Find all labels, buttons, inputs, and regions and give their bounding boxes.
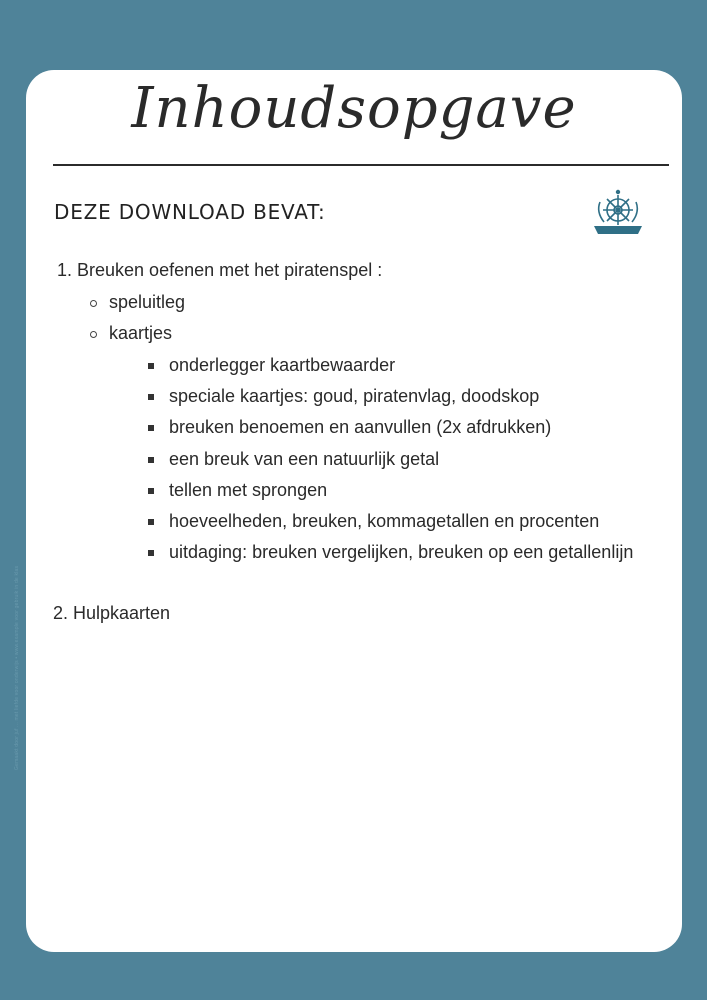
toc-kaartjes-item: breuken benoemen en aanvullen (2x afdrukken) [169,417,552,437]
ship-wheel-emblem-icon [590,188,646,238]
toc-kaartjes-item: een breuk van een natuurlijk getal [169,449,440,469]
toc-item-1: 1. Breuken oefenen met het piratenspel : [57,260,383,280]
toc-kaartjes-item: hoeveelheden, breuken, kommagetallen en procenten [169,511,600,531]
toc-kaartjes-item: uitdaging: breuken vergelijken, breuken op een getallenlijn [169,542,634,562]
page-title: Inhoudsopgave [131,76,577,141]
toc-kaartjes-item: speciale kaartjes: goud, piratenvlag, doodskop [169,386,540,406]
toc-item-2: 2. Hulpkaarten [53,603,171,623]
content-card [26,70,682,952]
toc-kaartjes-item: onderlegger kaartbewaarder [169,355,396,375]
side-credit-text: Gemaakt door juf ... met liefde voor onderwijs • www.example voor gebruik in de klas [14,565,20,770]
toc-item-1-sub-kaartjes: kaartjes [109,323,173,343]
toc-item-1-sub-speluitleg: speluitleg [109,292,186,312]
toc-kaartjes-item: tellen met sprongen [169,480,328,500]
download-contents-heading: DEZE DOWNLOAD BEVAT: [54,200,326,224]
title-divider [53,164,669,166]
